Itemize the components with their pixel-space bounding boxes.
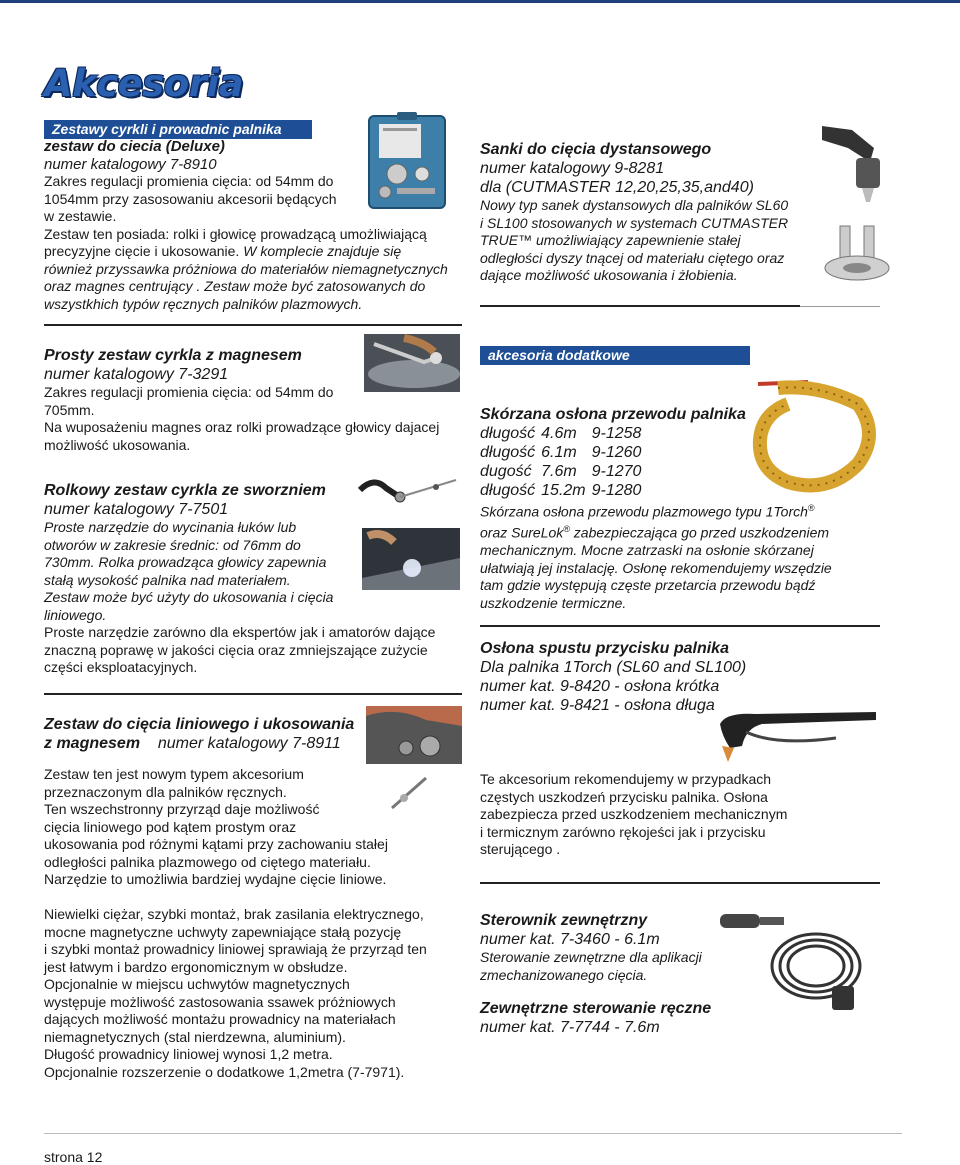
simple-kit-line: możliwość ukosowania. [44, 436, 191, 453]
simple-kit-line: Zakres regulacji promienia cięcia: od 54mm do [44, 384, 334, 400]
linear-kit-description-b [44, 906, 464, 1081]
divider [480, 625, 880, 627]
deluxe-italic-line: również przyssawka próżniowa do materiałów niemagnetycznych [44, 260, 448, 277]
linear-kit-line: i szybki montaż prowadnicy liniowej sprawiają że przyrząd ten [44, 941, 427, 957]
length-value: 7.6m [541, 463, 577, 480]
linear-kit-catalog: numer katalogowy 7-8911 [157, 735, 341, 752]
linear-kit-line: Długość prowadnicy liniowej wynosi 1,2 metra. [44, 1046, 333, 1062]
trigger-guard-title: Osłona spustu przycisku palnika [480, 640, 729, 657]
length-label: długość [480, 482, 536, 499]
deluxe-line: precyzyjne cięcie i ukosowanie. [44, 243, 240, 259]
linear-kit-line: jest łatwym i bardzo ergonomicznym w obsłudze. [44, 958, 348, 975]
length-label: dugość [480, 463, 532, 480]
length-catalog: 9-1280 [591, 482, 642, 499]
simple-kit-photo [364, 334, 460, 392]
trigger-guard-sub: Dla palnika 1Torch (SL60 and SL100) [480, 659, 747, 676]
leather-line: oraz SureLok [480, 524, 564, 541]
length-catalog: 9-1270 [591, 463, 642, 480]
table-row [480, 443, 647, 462]
roller-kit-title: Rolkowy zestaw cyrkla ze sworzniem [44, 482, 326, 499]
trigger-guard-line: sterującego . [480, 841, 561, 857]
divider [480, 882, 880, 884]
linear-kit-line: niemagnetycznych (stal nierdzewna, aluminium). [44, 1028, 346, 1045]
leather-line: Skórzana osłona przewodu plazmowego typu 1Torch [480, 503, 808, 520]
roller-kit-line: Zestaw może być użyty do ukosowania i cięcia [44, 589, 334, 605]
linear-kit-line: Niewielki ciężar, szybki montaż, brak zasilania elektrycznego, [44, 906, 424, 922]
table-row [480, 481, 647, 500]
deluxe-italic-line: oraz magnes centrujący . Zestaw może być zatosowanych do [44, 278, 426, 294]
remote-pendant-line: zmechanizowanego cięcia. [480, 966, 648, 983]
section-leather-cover [480, 405, 880, 612]
linear-kit-title: Zestaw do cięcia liniowego i ukosowania [44, 716, 355, 733]
simple-kit-line: Na wuposażeniu magnes oraz rolki prowadzące głowicy dajacej [44, 419, 440, 435]
leather-line: ułatwiają jej instalację. Osłonę rekomendujemy wszędzie [480, 559, 832, 576]
roller-kit-catalog: numer katalogowy 7-7501 [44, 501, 229, 518]
simple-kit-line: 705mm. [44, 401, 95, 418]
section-trigger-guard [480, 639, 750, 715]
leather-line: uszkodzenie termiczne. [480, 594, 627, 611]
linear-kit-line: mocne magnetyczne uchwyty zapewniające stałą pozycję [44, 923, 402, 940]
deluxe-line: w zestawie. [44, 208, 117, 224]
footer-divider [44, 1133, 902, 1134]
section-bar-circle-kits: Zestawy cyrkli i prowadnic palnika [44, 120, 312, 139]
linear-kit-line: Ten wszechstronny przyrząd daje możliwość [44, 801, 320, 817]
page-number: strona 12 [44, 1149, 103, 1165]
roller-kit-line: Proste narzędzie do wycinania łuków lub [44, 519, 297, 535]
linear-kit-line: cięcia liniowego pod kątem prostym oraz [44, 818, 297, 835]
roller-kit-photo [362, 528, 460, 590]
linear-kit-line: ukosowania pod różnymi kątami przy zachowaniu stałej [44, 836, 388, 852]
section-standoff-guide [480, 140, 820, 285]
leather-line: tam gdzie występują częste przetarcia przewodu bądź [480, 577, 816, 594]
length-value: 6.1m [541, 444, 577, 461]
leather-line: zabezpieczająca go przed uszkodzeniem [569, 524, 830, 541]
simple-kit-title: Prosty zestaw cyrkla z magnesem [44, 347, 302, 364]
standoff-line: dające możliwość ukosowania i żłobienia. [480, 267, 738, 283]
trigger-guard-description [480, 771, 880, 859]
deluxe-line: Zestaw ten posiada: rolki i głowicę prowadzącą umożliwiającą [44, 225, 427, 242]
roller-kit-image [356, 470, 462, 530]
length-label: długość [480, 425, 536, 442]
toolcase-image [367, 112, 447, 210]
length-label: długość [480, 444, 536, 461]
leather-line: mechanicznym. Mocne zatrzaski na osłonie skórzanej [480, 542, 814, 559]
section-remote-pendant [480, 911, 740, 1037]
standoff-catalog: numer katalogowy 9-8281 [480, 160, 665, 177]
divider [800, 306, 880, 307]
table-row [480, 424, 647, 443]
linear-kit-line: dających możliwość montażu prowadnicy na materiałach [44, 1011, 396, 1027]
divider [480, 305, 800, 307]
deluxe-italic-line: W komplecie znajduje się [243, 243, 402, 259]
deluxe-kit-catalog: numer katalogowy 7-8910 [44, 155, 217, 173]
length-catalog: 9-1260 [591, 444, 642, 461]
linear-kit-line: występuje możliwość zastosowania ssawek próżniowych [44, 993, 396, 1010]
standoff-sub: dla (CUTMASTER 12,20,25,35,and40) [480, 179, 754, 196]
remote-pendant-image [716, 906, 880, 1016]
standoff-line: i SL100 stosowanych w systemach CUTMASTER [480, 214, 789, 231]
remote-pendant-line: Sterowanie zewnętrzne dla aplikacji [480, 949, 702, 965]
roller-kit-line: otworów w zakresie średnic: od 76mm do [44, 536, 301, 553]
deluxe-line: 1054mm przy zasosowaniu akcesorii będących [44, 190, 337, 207]
linear-kit-title-2: z magnesem [44, 735, 141, 752]
trigger-guard-catalog: numer kat. 9-8421 - osłona długa [480, 697, 715, 714]
linear-kit-line: przeznaczonym dla palników ręcznych. [44, 783, 287, 800]
standoff-title: Sanki do cięcia dystansowego [480, 141, 712, 158]
hand-pendant-title: Zewnętrzne sterowanie ręczne [480, 1000, 712, 1017]
remote-pendant-catalog: numer kat. 7-3460 - 6.1m [480, 931, 660, 948]
hand-pendant-catalog: numer kat. 7-7744 - 7.6m [480, 1019, 660, 1036]
linear-kit-line: Opcjonalnie rozszerzenie o dodatkowe 1,2metra (7-7971). [44, 1063, 405, 1080]
deluxe-kit-title: zestaw do ciecia (Deluxe) [44, 138, 225, 155]
trigger-guard-line: częstych uszkodzeń przycisku palnika. Osłona [480, 788, 768, 805]
divider [44, 324, 462, 326]
leather-cover-title: Skórzana osłona przewodu palnika [480, 406, 746, 423]
trigger-guard-image [716, 706, 880, 766]
linear-kit-photo [366, 706, 462, 764]
roller-kit-line: Proste narzędzie zarówno dla ekspertów jak i amatorów dające [44, 624, 436, 640]
registered-mark: ® [563, 524, 570, 535]
standoff-line: odległości dyszy tnącej od materiału ciętego oraz [480, 249, 785, 266]
roller-kit-line: 730mm. Rolka prowadząca głowicy zapewnia [44, 554, 327, 570]
deluxe-italic-line: wszystkhich typów ręcznych palników plazmowych. [44, 295, 363, 312]
top-border [0, 0, 960, 3]
registered-mark: ® [807, 503, 815, 513]
length-value: 4.6m [541, 425, 577, 442]
trigger-guard-line: Te akcesorium rekomendujemy w przypadkach [480, 771, 772, 787]
torch-holder-image [388, 772, 432, 812]
trigger-guard-line: i termicznym zarówno rękojeści jak i przycisku [480, 823, 766, 840]
deluxe-line: Zakres regulacji promienia cięcia: od 54mm do [44, 173, 334, 189]
linear-kit-line: Zestaw ten jest nowym typem akcesorium [44, 766, 304, 782]
length-catalog: 9-1258 [591, 425, 642, 442]
length-table [480, 424, 647, 500]
roller-kit-line: znaczną poprawę w jakości cięcia oraz zmniejszające zużycie [44, 641, 428, 658]
standoff-line: TRUE™ umożliwiający zapewnienie stałej [480, 232, 741, 248]
roller-kit-line: części eksploatacyjnych. [44, 659, 198, 675]
linear-kit-line: odległości palnika plazmowego od ciętego materiału. [44, 853, 371, 870]
simple-kit-catalog: numer katalogowy 7-3291 [44, 366, 229, 383]
remote-pendant-title: Sterownik zewnętrzny [480, 912, 648, 929]
table-row [480, 462, 647, 481]
standoff-guide-image [812, 118, 894, 298]
length-value: 15.2m [541, 482, 586, 499]
divider [44, 693, 462, 695]
roller-kit-line: liniowego. [44, 606, 107, 623]
trigger-guard-line: zabezpiecza przed uszkodzeniem mechanicznym [480, 806, 788, 822]
section-bar-additional: akcesoria dodatkowe [480, 346, 750, 365]
page-title: Akcesoria [44, 62, 244, 105]
roller-kit-line: stałą wysokość palnika nad materiałem. [44, 571, 291, 588]
linear-kit-line: Narzędzie to umożliwia bardziej wydajne cięcie liniowe. [44, 871, 387, 887]
trigger-guard-catalog: numer kat. 9-8420 - osłona krótka [480, 678, 720, 695]
linear-kit-line: Opcjonalnie w miejscu uchwytów magnetycznych [44, 976, 350, 992]
standoff-line: Nowy typ sanek dystansowych dla palników SL60 [480, 197, 789, 213]
